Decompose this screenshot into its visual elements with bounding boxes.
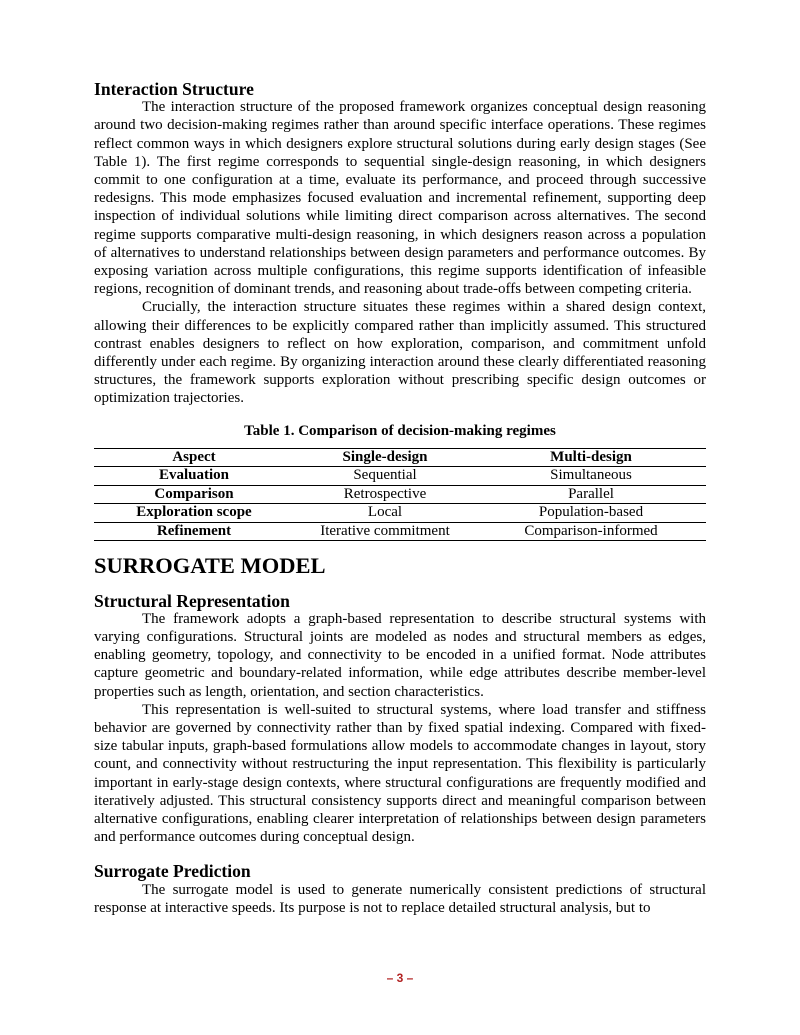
table-cell-aspect: Evaluation bbox=[94, 467, 294, 486]
page-number: – 3 – bbox=[386, 971, 414, 985]
table-cell-aspect: Exploration scope bbox=[94, 504, 294, 523]
paragraph: The interaction structure of the proposed framework organizes conceptual design reasoning around two decision-making regimes rather than around specific interface operations. These regimes reflect common ways in which designers explore structural solutions during early design stages (See Table 1). The first regime corresponds to sequential single-design reasoning, in which designers commit to one configuration at a time, evaluate its performance, and proceed through successive redesigns. This mode emphasizes focused evaluation and incremental refinement, supporting deep inspection of individual solutions while limiting direct comparison across alternatives. The second regime supports comparative multi-design reasoning, in which designers reason across a population of alternatives to understand relationships between design parameters and performance outcomes. By exposing variation across multiple configurations, this regime supports identification of infeasible regions, recognition of dominant trends, and reasoning about trade-offs between competing criteria. bbox=[94, 99, 706, 298]
section-heading-structural-representation: Structural Representation bbox=[94, 590, 290, 611]
table-caption: Table 1. Comparison of decision-making regimes bbox=[244, 422, 556, 439]
section-heading-interaction-structure: Interaction Structure bbox=[94, 79, 254, 99]
table-row bbox=[94, 485, 706, 504]
table-header-cell: Aspect bbox=[94, 448, 294, 467]
table-row bbox=[94, 522, 706, 541]
table-header-cell: Single-design bbox=[294, 448, 476, 467]
table-cell: Parallel bbox=[476, 485, 706, 504]
table-cell: Iterative commitment bbox=[294, 522, 476, 541]
page-content bbox=[94, 80, 706, 917]
table-cell: Population-based bbox=[476, 504, 706, 523]
table-cell: Simultaneous bbox=[476, 467, 706, 486]
paragraph: Crucially, the interaction structure situates these regimes within a shared design context, allowing their differences to be explicitly compared rather than implicitly assumed. This structured contrast enables designers to reflect on how exploration, comparison, and commitment unfold differently under each regime. By organizing interaction around these clearly differentiated reasoning structures, the framework supports exploration without prescribing specific design outcomes or optimization trajectories. bbox=[94, 299, 706, 407]
paragraph: The framework adopts a graph-based representation to describe structural systems with varying configurations. Structural joints are modeled as nodes and structural members as edges, enabling geometry, topology, and connectivity to be encoded in a unified format. Node attributes capture geometric and boundary-related information, while edge attributes describe member-level properties such as length, orientation, and section characteristics. bbox=[94, 610, 706, 700]
paragraph: The surrogate model is used to generate numerically consistent predictions of structural response at interactive speeds. Its purpose is not to replace detailed structural analysis, but to bbox=[94, 881, 706, 916]
table-cell: Local bbox=[294, 504, 476, 523]
table-row bbox=[94, 504, 706, 523]
section-heading-surrogate-prediction: Surrogate Prediction bbox=[94, 861, 251, 882]
table-cell: Retrospective bbox=[294, 485, 476, 504]
comparison-table bbox=[94, 448, 706, 542]
table-cell-aspect: Refinement bbox=[94, 522, 294, 541]
table-cell: Sequential bbox=[294, 467, 476, 486]
table-cell-aspect: Comparison bbox=[94, 485, 294, 504]
table-header-cell: Multi-design bbox=[476, 448, 706, 467]
major-heading-surrogate-model: SURROGATE MODEL bbox=[94, 553, 326, 579]
table-row bbox=[94, 467, 706, 486]
table-cell: Comparison-informed bbox=[476, 522, 706, 541]
paragraph: This representation is well-suited to structural systems, where load transfer and stiffness behavior are governed by connectivity rather than by fixed spatial indexing. Compared with fixed-size tabular inputs, graph-based formulations allow models to accommodate changes in layout, story count, and connectivity without restructuring the input representation. This flexibility is particularly important in early-stage design contexts, where structural configurations are frequently modified and iteratively adjusted. This structural consistency supports direct and meaningful comparison between alternative configurations, enabling clearer interpretation of relationships between design parameters and performance outcomes during conceptual design. bbox=[94, 701, 706, 846]
table-header-row bbox=[94, 448, 706, 467]
